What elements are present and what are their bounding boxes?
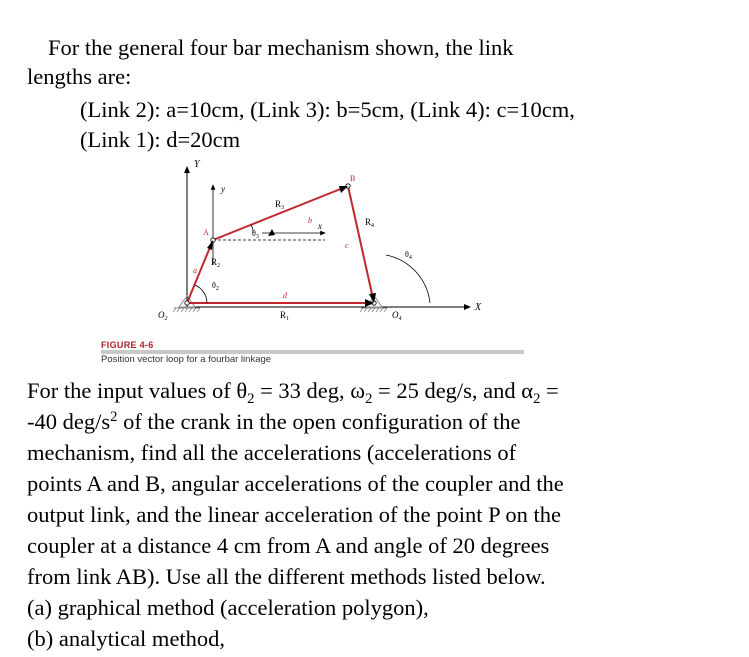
problem-line-7: from link AB). Use all the different methods listed below. [27, 564, 546, 589]
theta2-arc [195, 285, 207, 303]
link-2-crank [187, 240, 213, 303]
label-B: B [350, 174, 356, 183]
Y-axis-label: Y [194, 159, 200, 170]
label-c: c [345, 241, 349, 250]
method-a: (a) graphical method (acceleration polygon), [27, 595, 429, 620]
intro-line-2: lengths are: [27, 64, 132, 89]
X-axis-label: X [475, 302, 482, 313]
link-4-rocker [348, 186, 374, 303]
local-x-label: x [318, 221, 322, 231]
intro-line-1: For the general four bar mechanism shown, the link [48, 35, 514, 60]
figure-caption-text: Position vector loop for a fourbar linkage [101, 354, 272, 365]
theta4-arc [386, 255, 430, 303]
problem-line-2: -40 deg/$s^2$ of the crank in the open configuration of the [27, 408, 521, 434]
problem-line-4: points A and B, angular accelerations of the coupler and the [27, 471, 564, 496]
label-R4: $R_4$ [365, 217, 375, 229]
R3-arrowhead [339, 186, 348, 193]
label-theta4: $\theta_4$ [405, 250, 412, 261]
problem-line-5: output link, and the linear acceleration of the point P on the [27, 502, 562, 527]
link-lengths-line-1: (Link 2): a=10cm, (Link 3): b=5cm, (Link 4): c=10cm, [80, 97, 575, 122]
method-b: (b) analytical method, [27, 626, 226, 651]
label-A: A [203, 228, 209, 237]
local-y-label: y [221, 184, 225, 194]
label-theta3: $\theta_3$ [252, 229, 259, 240]
label-theta2: $\theta_2$ [212, 281, 219, 292]
label-R2: $R_2$ [211, 257, 221, 269]
figure-caption-title: FIGURE 4-6 [101, 340, 154, 350]
problem-line-3: mechanism, find all the accelerations (accelerations of [27, 440, 517, 465]
problem-line-1: For the input values of $\theta_2 = 33$ deg, $\omega_2 = 25$ deg/s, and $\alpha_2$ = [27, 378, 559, 408]
label-O4: $O_4$ [392, 310, 402, 322]
link-lengths-line-2: (Link 1): d=20cm [80, 127, 241, 152]
problem-line-6: coupler at a distance 4 cm from A and angle of 20 degrees [27, 533, 550, 558]
R2-arrowhead [207, 240, 213, 250]
label-R1: $R_1$ [280, 310, 290, 322]
label-O2: $O_2$ [158, 310, 168, 322]
link-3-coupler [213, 186, 348, 240]
label-b: b [308, 216, 312, 225]
label-d: d [283, 291, 287, 300]
label-a: a [193, 266, 197, 275]
label-R3: $R_3$ [275, 199, 285, 211]
joint-O2 [185, 301, 189, 305]
fourbar-linkage-figure [100, 155, 500, 340]
theta3-arrowhead [268, 229, 275, 236]
